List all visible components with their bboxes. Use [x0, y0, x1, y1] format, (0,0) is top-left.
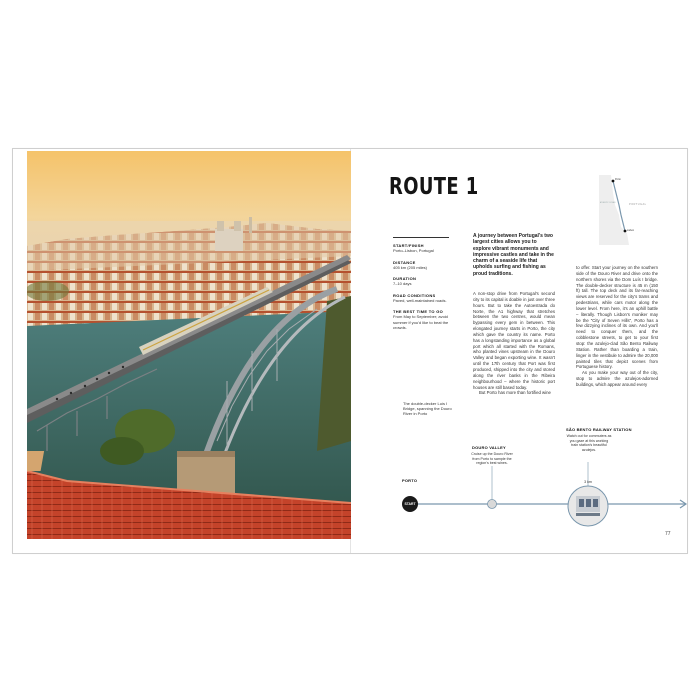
distance-marker: 3 km: [584, 480, 592, 484]
facts-box: [393, 237, 455, 337]
fact-value: Paved, well-maintained roads.: [393, 297, 447, 303]
book-spread: [12, 148, 688, 554]
fact-value: Porto–Lisbon, Portugal: [393, 248, 434, 253]
fact-label: ROAD CONDITIONS: [393, 292, 436, 298]
route-title: ROUTE 1: [389, 174, 479, 200]
stop-sao-bento-label: SÃO BENTO RAILWAY STATION: [566, 427, 632, 432]
fact-label: DISTANCE: [393, 259, 416, 265]
stop-sao-bento-desc: Watch out for commuters as you gaze at this working train station's beautiful azulejos.: [566, 434, 612, 452]
lisbon-marker-icon: [624, 230, 627, 233]
start-badge: START: [402, 496, 418, 512]
paragraph: A non-stop drive from Portugal's second city to its capital is doable in just over three hours. But to take the Autoestrada do Norte, the A1 highway that stretches between the two centres, would mean bypassing every gem in between. This elongated journey starts in Porto, the city which gave the country its name. Porto has a longstanding importance as a global port which all started with the Romans, who planted vines upstream in the Douro Valley and began exporting wine. It wasn't until the 17th century that Port was first produced, shipped into the city and stored along the river banks in the Ribeira neighbourhood – where the historic port houses are still based today.: [473, 291, 555, 390]
fact-label: START/FINISH: [393, 243, 424, 248]
douro-valley-stop-icon: [488, 500, 497, 509]
fact-label: DURATION: [393, 276, 417, 281]
body-column-2: [576, 265, 658, 388]
fact-label: THE BEST TIME TO GO: [393, 309, 444, 314]
map-country-label: PORTUGAL: [629, 203, 647, 206]
fact-value: From May to September; avoid summer if you'd like to beat the crowds.: [393, 314, 449, 330]
fact-start-finish: [393, 243, 455, 254]
route-map: [599, 175, 665, 245]
map-place-lisbon: Lisbon: [627, 229, 635, 232]
fact-value: 405 km (205 miles): [393, 264, 428, 270]
stop-douro-valley-desc: Cruise up the Douro River from Porto to sample the region's best wines.: [471, 452, 513, 465]
fact-distance: [393, 260, 455, 271]
paragraph: But Porto has more than fortified wine: [479, 390, 551, 396]
fact-duration: [393, 276, 455, 287]
fact-best-time: [393, 309, 455, 331]
photo-caption: The double-decker Luís I Bridge, spanning the Douro River in Porto: [403, 401, 452, 416]
porto-marker-icon: [612, 180, 615, 183]
facts-rule: [393, 237, 449, 238]
fact-value: 7–10 days: [393, 281, 412, 286]
paragraph: As you make your way out of the city, stop to admire the azulejos-adorned buildings, which appear around every: [576, 370, 658, 387]
porto-bridge-photo: [27, 151, 351, 539]
porto-label: PORTO: [402, 478, 418, 483]
intro-paragraph: A journey between Portugal's two largest cities allows you to explore vibrant monuments and impressive castles and take in the charm of a seaside life that upholds surfing and fishing as proud traditions.: [473, 233, 554, 277]
map-ocean-label: ATLANTIC OCEAN: [600, 202, 616, 204]
page-number: 77: [665, 531, 671, 537]
fact-road-conditions: [393, 293, 455, 304]
map-place-porto: Porto: [615, 178, 621, 181]
route-timeline: [388, 427, 688, 544]
paragraph: to offer. Start your journey on the southern side of the Douro River and drive onto the northern shores via the Dom Luís I bridge. The double-decker structure is 45 m (150 ft) tall. The top deck and its far-reaching views are reserved for the city's trams and pedestrians, while cars motor along the lower level. From here, it's an uphill battle – literally. Though Lisbon's moniker may be the "City of Seven Hills", Porto has a few dizzying inclines of its own. And you'll need to conquer them, and the cobblestone streets, to get to your first stop: the azulejo-clad São Bento Railway Station. Rather than boarding a train, linger in the vestibule to admire the 20,000 painted tiles that depict scenes from Portuguese history.: [576, 265, 658, 370]
stop-douro-valley-label: DOURO VALLEY: [472, 445, 506, 450]
body-column-1: [473, 291, 555, 396]
